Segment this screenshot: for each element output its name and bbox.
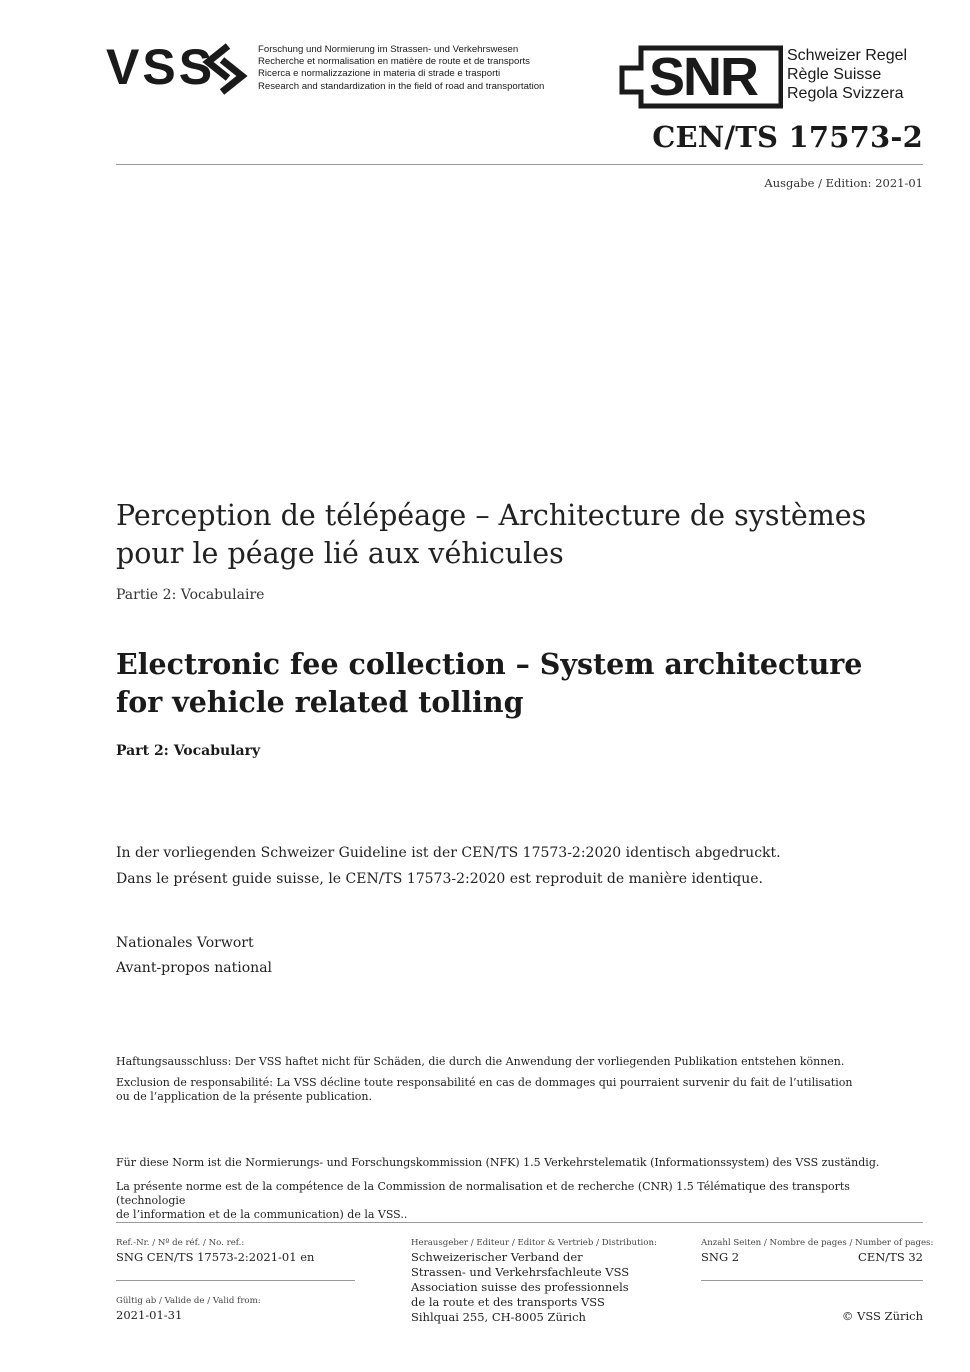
subtitle-en: Part 2: Vocabulary [116, 743, 261, 759]
responsibility-fr-line-2: de l’information et de la communication) de la VSS.. [116, 1208, 408, 1221]
vss-logo [106, 39, 256, 98]
intro-fr: Dans le présent guide suisse, le CEN/TS 17573-2:2020 est reproduit de manière identique. [116, 871, 764, 887]
snr-names [787, 46, 907, 103]
pages-divider [701, 1280, 923, 1281]
header-divider [116, 164, 923, 165]
title-en-line-1: Electronic fee collection – System architecture [116, 647, 863, 681]
edition: Ausgabe / Edition: 2021-01 [764, 176, 923, 190]
disclaimer-fr-line-1: Exclusion de responsabilité: La VSS décline toute responsabilité en cas de dommages qui pourraient survenir du fait de l’utilisation [116, 1076, 853, 1089]
vss-chevron-icon [198, 42, 254, 98]
pages-label: Anzahl Seiten / Nombre de pages / Number of pages: [701, 1238, 934, 1248]
doc-number: CEN/TS 17573-2 [652, 120, 923, 154]
publisher-address [411, 1250, 629, 1325]
subtitle-fr: Partie 2: Vocabulaire [116, 587, 265, 603]
disclaimer-fr-line-2: ou de l’application de la présente publication. [116, 1090, 372, 1103]
pages-cen: CEN/TS 32 [858, 1250, 923, 1264]
vss-logo-text: VSS [106, 39, 216, 95]
publisher-line-3: Association suisse des professionnels [411, 1280, 629, 1294]
publisher-line-4: de la route et des transports VSS [411, 1295, 605, 1309]
intro-de: In der vorliegenden Schweizer Guideline ist der CEN/TS 17573-2:2020 identisch abgedruckt. [116, 845, 781, 861]
title-fr-line-1: Perception de télépéage – Architecture de systèmes [116, 499, 867, 532]
responsibility-fr [116, 1180, 916, 1222]
disclaimer-de: Haftungsausschluss: Der VSS haftet nicht für Schäden, die durch die Anwendung der vorliegenden Publikation entstehen können. [116, 1055, 845, 1068]
ref-value: SNG CEN/TS 17573-2:2021-01 en [116, 1250, 315, 1264]
publisher-line-2: Strassen- und Verkehrsfachleute VSS [411, 1265, 630, 1279]
publisher-line-1: Schweizerischer Verband der [411, 1250, 583, 1264]
title-fr-line-2: pour le péage lié aux véhicules [116, 537, 564, 570]
publisher-label: Herausgeber / Editeur / Editor & Vertrieb / Distribution: [411, 1238, 657, 1248]
ref-label: Ref.-Nr. / Nº de réf. / No. ref.: [116, 1238, 245, 1248]
footer-divider [116, 1222, 923, 1223]
snr-logo-text: SNR [649, 47, 758, 107]
vss-tagline-it: Ricerca e normalizzazione in materia di strade e trasporti [258, 68, 501, 80]
snr-name-de: Schweizer Regel [787, 47, 908, 64]
vss-tagline-de: Forschung und Normierung im Strassen- und Verkehrswesen [258, 44, 519, 55]
snr-name-it: Regola Svizzera [787, 85, 904, 102]
pages-sng: SNG 2 [701, 1250, 740, 1264]
vss-tagline-en: Research and standardization in the field of road and transportation [258, 80, 545, 92]
vss-tagline [258, 44, 544, 93]
title-en-line-2: for vehicle related tolling [116, 685, 524, 719]
title-en [116, 645, 896, 721]
responsibility-de: Für diese Norm ist die Normierungs- und Forschungskommission (NFK) 1.5 Verkehrstelematik (Informationssystem) des VSS zuständig. [116, 1156, 880, 1169]
vss-tagline-fr: Recherche et normalisation en matière de route et de transports [258, 56, 530, 68]
publisher-line-5: Sihlquai 255, CH-8005 Zürich [411, 1310, 586, 1324]
disclaimer-fr [116, 1076, 916, 1104]
responsibility-fr-line-1: La présente norme est de la compétence de la Commission de normalisation et de recherche (CNR) 1.5 Télématique des transports (technologie [116, 1180, 850, 1207]
snr-name-fr: Règle Suisse [787, 66, 882, 83]
foreword-de: Nationales Vorwort [116, 935, 254, 951]
copyright: © VSS Zürich [841, 1309, 923, 1323]
valid-value: 2021-01-31 [116, 1308, 183, 1322]
foreword-fr: Avant-propos national [116, 960, 273, 976]
valid-label: Gültig ab / Valide de / Valid from: [116, 1296, 261, 1306]
ref-divider [116, 1280, 355, 1281]
snr-logo [619, 45, 783, 111]
title-fr [116, 497, 896, 573]
